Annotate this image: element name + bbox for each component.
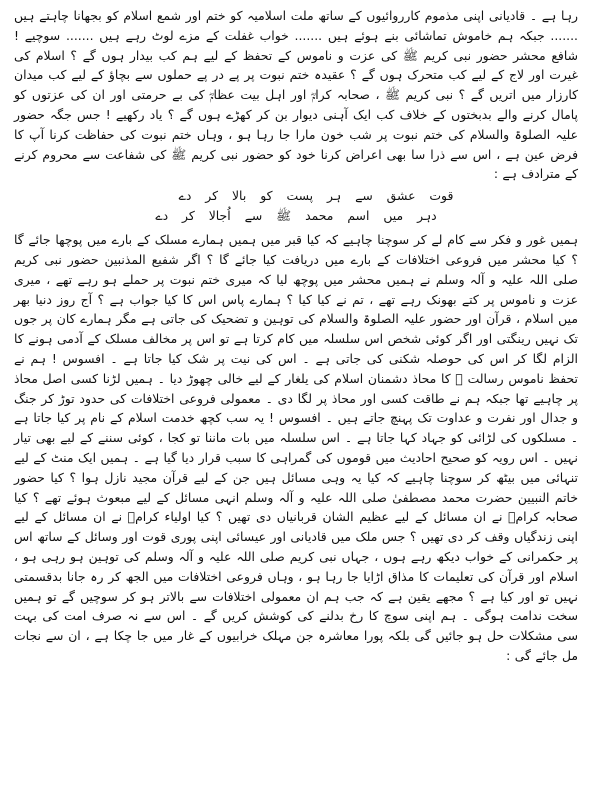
document-page — [14, 6, 578, 794]
verse-couplet — [14, 186, 578, 226]
verse-line-1: قوت عشق سے ہر پست کو بالا کر دے — [178, 188, 454, 204]
paragraph-main: ہمیں غور و فکر سے کام لے کر سوچنا چاہیے کہ کیا قبر میں ہمیں ہمارے مسلک کے بارے میں پوچھا جائے گا ؟ کیا محشر میں فروعی اختلافات کے بارے میں دریافت کیا جائے گا ؟ اگر شفیع المذنبین حضور نبی کریم صلی اللہ علیہ و آلہ وسلم نے ہمیں محشر میں پوچھ لیا کہ میری ختم نبوت پر حملے ہو رہے تھے ، میری عزت و ناموس پر کتے بھونک رہے تھے ، تم نے کیا کیا ؟ ہمارے پاس اس کا کیا جواب ہے ؟ آج روز دنیا بھر میں اسلام ، قرآن اور حضور علیہ الصلوۃ والسلام کی توہین و تضحیک کی جاتی ہے مگر ہمارے کان پر جوں تک نہیں رینگتی اور اگر کوئی شخص اس سلسلہ میں کام کرتا ہے تو اس پر مخالف مسلک کے آدمی ہونے کا الزام لگا کر اس کی حوصلہ شکنی کی جاتی ہے ۔ اس کی نیت پر شک کیا جاتا ہے ۔ افسوس ! ہم نے تحفظ ناموس رسالت ﷺ کا محاذ دشمنان اسلام کی یلغار کے لیے خالی چھوڑ دیا ۔ ہمیں لڑنا کسی اصل محاذ پر چاہیے تھا جبکہ ہم نے طاقت کسی اور محاذ پر لگا دی ۔ معمولی فروعی اختلافات کی حدود توڑ کر جنگ و جدال اور نفرت و عداوت تک پہنچ جاتے ہیں ۔ افسوس ! یہ سب کچھ خدمت اسلام کے نام پر کیا جاتا ہے ۔ مسلکوں کی لڑائی کو جہاد کہا جاتا ہے ۔ اس سلسلہ میں بات ماننا تو کجا ، کوئی سننے کے لیے بھی تیار نہیں ۔ اس رویہ کو صحیح احادیث میں قوموں کی گمراہی کا سبب قرار دیا گیا ہے ۔ ہمیں ایک منٹ کے لیے تنہائی میں بیٹھ کر سوچنا چاہیے کہ کیا یہ وہی مسائل ہیں جن کے لیے قرآن مجید نازل ہوا ؟ کیا حضور خاتم النبیین حضرت محمد مصطفیٰ صلی اللہ علیہ و آلہ وسلم انہی مسائل کے لیے مبعوث ہوئے تھے ؟ کیا صحابہ کرامؓ نے ان مسائل کے لیے عظیم الشان قربانیاں دی تھیں ؟ کیا اولیاء کرامؒ نے ان مسائل کے لیے اپنی زندگیاں وقف کر دی تھیں ؟ جس ملک میں قادیانی اور عیسائی اپنی پوری قوت اور وسائل کے ساتھ اس پر حکمرانی کے خواب دیکھ رہے ہوں ، جہاں نبی کریم صلی اللہ علیہ و آلہ وسلم کی توہین ہو رہی ہو ، اسلام اور قرآن کی تعلیمات کا مذاق اڑایا جا رہا ہو ، وہاں فروعی اختلافات میں الجھ کر رہ جانا بدقسمتی نہیں تو اور کیا ہے ؟ مجھے یقین ہے کہ جب ہم ان معمولی اختلافات سے بالاتر ہو کر سوچیں گے تو ہمیں سخت ندامت ہوگی ۔ ہم اپنی سوچ کا رخ بدلنے کی کوشش کریں گے ۔ اس سے نہ صرف امت کی بہت سی مشکلات حل ہو جائیں گی بلکہ پورا معاشرہ جن مہلک خرابیوں کے غار میں جا چکا ہے ، ان سے نجات مل جائے گی : — [14, 232, 578, 663]
verse-line-2: دہر میں اسم محمد ﷺ سے اُجالا کر دے — [155, 208, 437, 224]
paragraph-intro: رہا ہے ۔ قادیانی اپنی مذموم کارروائیوں کے ساتھ ملت اسلامیہ کو ختم اور شمع اسلام کو بجھانا چاہتے ہیں ....... جبکہ ہم خاموش تماشائی بنے ہوئے ہیں ....... خواب غفلت کے مزے لوٹ رہے ہیں ....... سوچیے ! شافع محشر حضور نبی کریم ﷺ کی عزت و ناموس کے تحفظ کے لیے ہم کب بیدار ہوں گے ؟ اسلام کی غیرت اور لاج کے لیے کب متحرک ہوں گے ؟ عقیدہ ختم نبوت پر پے در پے حملوں سے بچاؤ کے لیے کب میدان کارزار میں اتریں گے ؟ نبی کریم ﷺ ، صحابہ کرامؓ اور اہل بیت عظامؓ کی بے حرمتی اور ان کی عزتوں کو پامال کرنے والے بدبختوں کے خلاف کب ایک آہنی دیوار بن کر کھڑے ہوں گے ؟ یاد رکھیے ! جس جگہ حضور علیہ الصلوۃ والسلام کی ختم نبوت پر شب خون مارا جا رہا ہو ، وہاں ختم نبوت کی حفاظت کرنا آپ کا فرض عین ہے ، اس سے ذرا سا بھی اعراض کرنا خود کو حضور نبی کریم ﷺ کی شفاعت سے محروم کرنے کے مترادف ہے : — [14, 8, 578, 182]
